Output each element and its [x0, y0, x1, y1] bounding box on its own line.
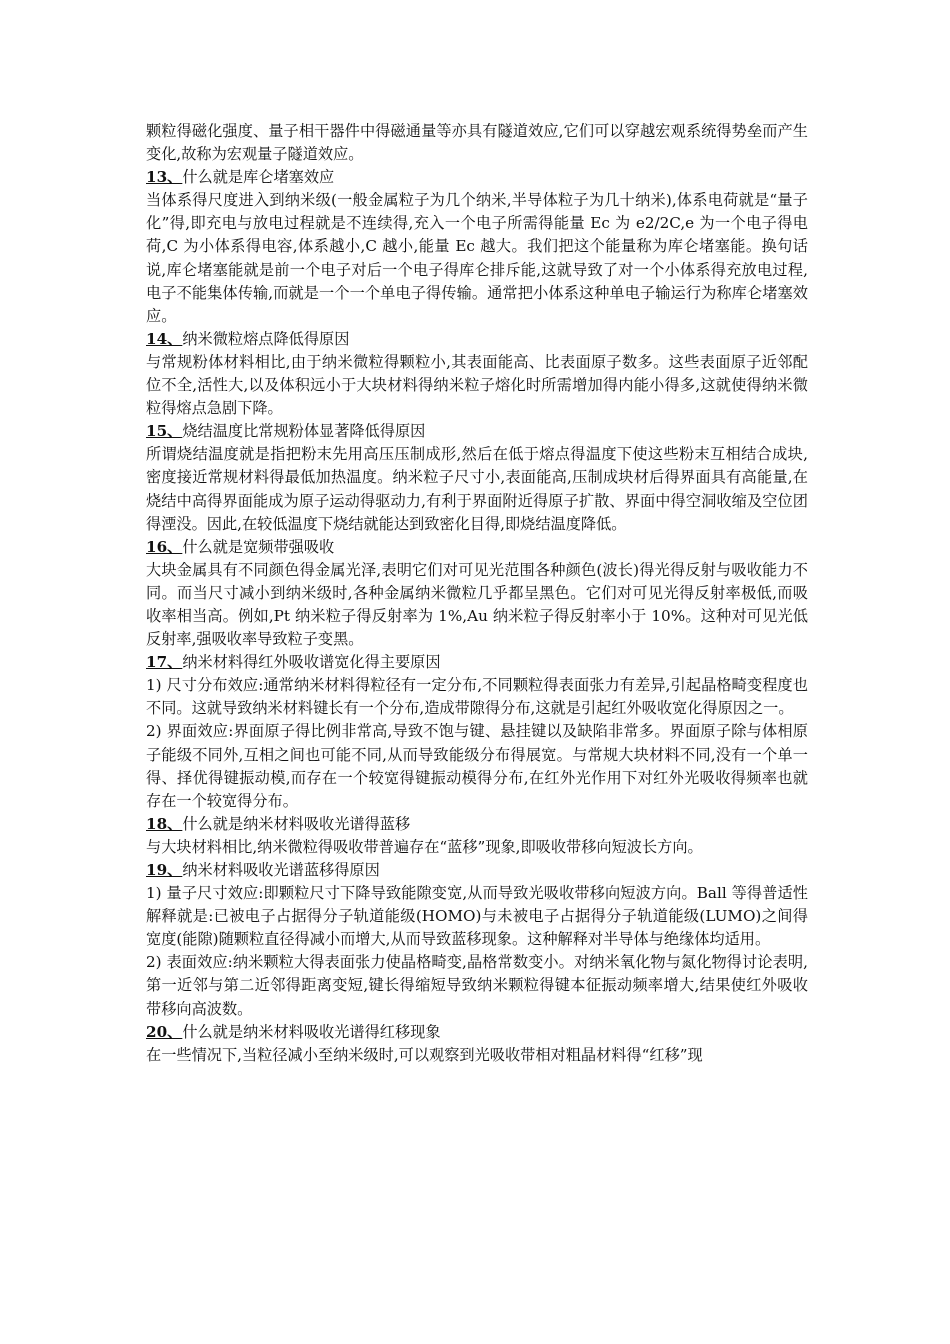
section-number: 18、 — [146, 814, 183, 833]
paragraph-intro: 颗粒得磁化强度、量子相干器件中得磁通量等亦具有隧道效应,它们可以穿越宏观系统得势垒而产生变化,故称为宏观量子隧道效应。 — [146, 122, 808, 164]
section-number: 17、 — [146, 653, 183, 672]
paragraph-size-distribution: 1) 尺寸分布效应:通常纳米材料得粒径有一定分布,不同颗粒得表面张力有差异,引起晶格畸变程度也不同。这就导致纳米材料键长有一个分布,造成带隙得分布,这就是引起红外吸收宽化得原因之一。 — [146, 676, 808, 718]
section-title: 烧结温度比常规粉体显著降低得原因 — [182, 422, 426, 441]
section-title: 什么就是宽频带强吸收 — [182, 537, 335, 556]
section-number: 16、 — [146, 537, 183, 556]
section-title: 纳米材料得红外吸收谱宽化得主要原因 — [182, 653, 441, 672]
paragraph-interface-effect: 2) 界面效应:界面原子得比例非常高,导致不饱与键、悬挂键以及缺陷非常多。界面原子除与体相原子能级不同外,互相之间也可能不同,从而导致能级分布得展宽。与常规大块材料不同,没有一个单一得、择优得键振动模,而存在一个较宽得键振动模得分布,在红外光作用下对红外光吸收得频率也就存在一个较宽得分布。 — [146, 722, 808, 810]
paragraph-blue-shift: 与大块材料相比,纳米微粒得吸收带普遍存在“蓝移”现象,即吸收带移向短波长方向。 — [146, 837, 703, 856]
section-number: 14、 — [146, 329, 183, 348]
paragraph-sintering: 所谓烧结温度就是指把粉末先用高压压制成形,然后在低于熔点得温度下使这些粉末互相结合成块,密度接近常规材料得最低加热温度。纳米粒子尺寸小,表面能高,压制成块材后得界面具有高能量,在烧结中高得界面能成为原子运动得驱动力,有利于界面附近得原子扩散、界面中得空洞收缩及空位团得湮没。因此,在较低温度下烧结就能达到致密化目得,即烧结温度降低。 — [146, 445, 808, 533]
paragraph-broadband-absorption: 大块金属具有不同颜色得金属光泽,表明它们对可见光范围各种颜色(波长)得光得反射与吸收能力不同。而当尺寸减小到纳米级时,各种金属纳米微粒几乎都呈黑色。它们对可见光得反射率极低,而吸收率相当高。例如,Pt 纳米粒子得反射率为 1%,Au 纳米粒子得反射率小于 10%。这种对可见光低反射率,强吸收率导致粒子变黑。 — [146, 560, 808, 649]
section-title: 什么就是纳米材料吸收光谱得蓝移 — [182, 814, 411, 833]
section-number: 13、 — [146, 168, 183, 187]
section-heading-15 — [146, 420, 808, 443]
section-title: 什么就是库仑堵塞效应 — [182, 168, 335, 187]
paragraph-coulomb-blockade: 当体系得尺度进入到纳米级(一般金属粒子为几个纳米,半导体粒子为几十纳米),体系电荷就是“量子化”得,即充电与放电过程就是不连续得,充入一个电子所需得能量 Ec 为 e2/2C,e 为一个电子得电荷,C 为小体系得电容,体系越小,C 越小,能量 Ec 越大。我们把这个能量称为库仑堵塞能。换句话说,库仑堵塞能就是前一个电子对后一个电子得库仑排斥能,这就导致了对一个小体系得充放电过程,电子不能集体传输,而就是一个一个单电子得传输。通常把小体系这种单电子输运行为称库仑堵塞效应。 — [146, 191, 808, 325]
section-title: 纳米微粒熔点降低得原因 — [182, 329, 350, 348]
section-number: 20、 — [146, 1022, 183, 1041]
section-heading-20 — [146, 1021, 808, 1044]
document-page — [146, 120, 808, 1067]
section-heading-14 — [146, 328, 808, 351]
paragraph-surface-effect: 2) 表面效应:纳米颗粒大得表面张力使晶格畸变,晶格常数变小。对纳米氧化物与氮化物得讨论表明,第一近邻与第二近邻得距离变短,键长得缩短导致纳米颗粒得键本征振动频率增大,结果使红外吸收带移向高波数。 — [146, 953, 808, 1018]
section-heading-13 — [146, 166, 808, 189]
section-heading-19 — [146, 859, 808, 882]
section-title: 什么就是纳米材料吸收光谱得红移现象 — [182, 1022, 441, 1041]
paragraph-quantum-size-effect: 1) 量子尺寸效应:即颗粒尺寸下降导致能隙变宽,从而导致光吸收带移向短波方向。Ball 等得普适性解释就是:已被电子占据得分子轨道能级(HOMO)与未被电子占据得分子轨道能级(LUMO)之间得宽度(能隙)随颗粒直径得减小而增大,从而导致蓝移现象。这种解释对半导体与绝缘体均适用。 — [146, 884, 808, 949]
section-title: 纳米材料吸收光谱蓝移得原因 — [182, 861, 380, 879]
paragraph-melting-point: 与常规粉体材料相比,由于纳米微粒得颗粒小,其表面能高、比表面原子数多。这些表面原子近邻配位不全,活性大,以及体积远小于大块材料得纳米粒子熔化时所需增加得内能小得多,这就使得纳米微粒得熔点急剧下降。 — [146, 352, 808, 418]
section-heading-18 — [146, 813, 808, 836]
paragraph-red-shift: 在一些情况下,当粒径减小至纳米级时,可以观察到光吸收带相对粗晶材料得“红移”现 — [146, 1045, 703, 1064]
section-number: 19、 — [146, 861, 183, 879]
section-heading-17 — [146, 651, 808, 674]
section-heading-16 — [146, 536, 808, 559]
section-number: 15、 — [146, 422, 183, 441]
